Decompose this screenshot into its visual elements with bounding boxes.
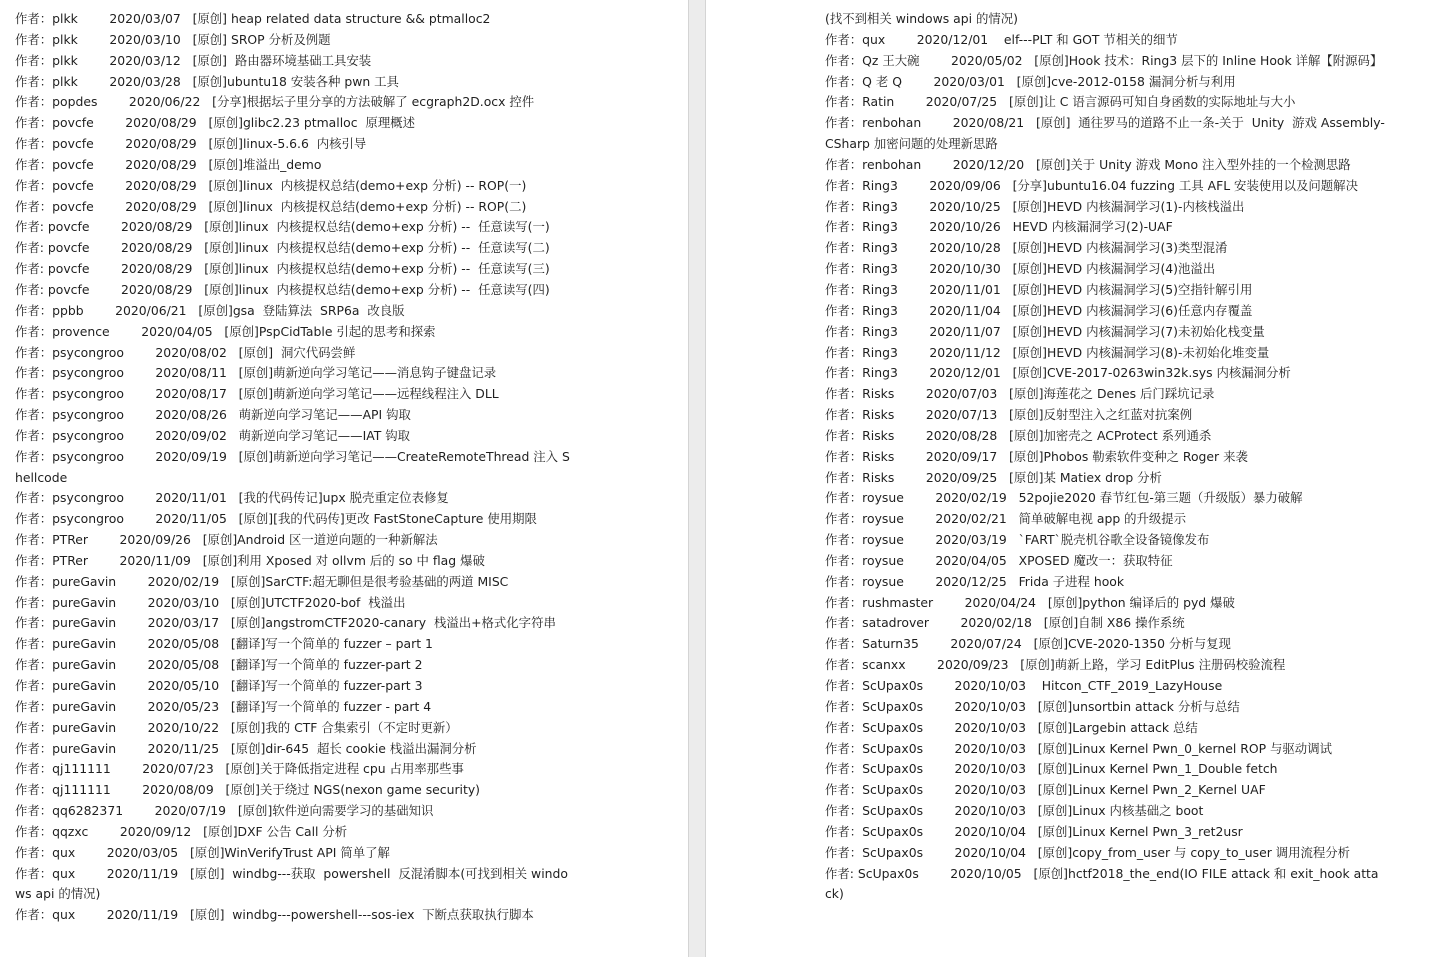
entry-text: 作者：pureGavin 2020/05/10 [翻译]写一个简单的 fuzzer-part 3 [15,678,423,693]
entry-text: 作者：roysue 2020/03/19 `FART`脱壳机谷歌全设备镜像发布 [825,532,1210,548]
list-item [825,676,1385,697]
entry-text: 作者：psycongroo 2020/11/01 [我的代码传记]upx 脱壳重定位表修复 [15,490,449,506]
entry-text: 作者：provence 2020/04/05 [原创]PspCidTable 引起的思考和探索 [15,323,436,339]
list-item [15,322,575,343]
list-item [15,92,575,113]
list-item [825,30,1385,51]
list-item [15,134,575,155]
entry-text: 作者：povcfe 2020/08/29 [原创]glibc2.23 ptmalloc 原理概述 [15,115,415,131]
list-item [825,655,1385,676]
entry-text: 作者：roysue 2020/12/25 Frida 子进程 hook [825,573,1125,589]
entry-text: 作者：plkk 2020/03/12 [原创] 路由器环境基础工具安装 [15,52,372,68]
entry-text: 作者：ScUpax0s 2020/10/03 [原创]Linux Kernel Pwn_1_Double fetch [825,761,1278,777]
entry-text: 作者：ScUpax0s 2020/10/03 Hitcon_CTF_2019_LazyHouse [825,678,1223,693]
list-item [825,697,1385,718]
entry-text: 作者：Ring3 2020/11/07 [原创]HEVD 内核漏洞学习(7)未初始化栈变量 [825,323,1265,339]
left-page [0,0,688,957]
list-item [15,426,575,447]
entry-text: 作者：roysue 2020/02/21 简单破解电视 app 的升级提示 [825,511,1187,527]
list-item [15,551,575,572]
entry-text: 作者：pureGavin 2020/03/17 [原创]angstromCTF2020-canary 栈溢出+格式化字符串 [15,615,556,631]
entry-text: 作者：Risks 2020/07/13 [原创]反射型注入之红蓝对抗案例 [825,407,1193,423]
right-entry-list [825,9,1385,905]
entry-text: 作者：Risks 2020/08/28 [原创]加密壳之 ACProtect 系列通杀 [825,427,1212,443]
entry-text: 作者：popdes 2020/06/22 [分享]根据坛子里分享的方法破解了 ecgraph2D.ocx 控件 [15,94,535,110]
list-item [15,801,575,822]
entry-text: 作者：psycongroo 2020/08/17 [原创]萌新逆向学习笔记——远程线程注入 DLL [15,386,499,402]
list-item [825,197,1385,218]
list-item [825,72,1385,93]
list-item [15,613,575,634]
list-item [15,9,575,30]
entry-text: 作者：psycongroo 2020/08/26 萌新逆向学习笔记——API 钩取 [15,407,411,423]
entry-text: 作者：Ring3 2020/10/28 [原创]HEVD 内核漏洞学习(3)类型混淆 [825,240,1228,256]
list-item [825,801,1385,822]
list-item [15,759,575,780]
list-item [825,384,1385,405]
entry-text: 作者：Ring3 2020/11/01 [原创]HEVD 内核漏洞学习(5)空指针解引用 [825,281,1253,297]
list-item [15,488,575,509]
list-item [825,759,1385,780]
entry-text: 作者：Ring3 2020/11/04 [原创]HEVD 内核漏洞学习(6)任意内存覆盖 [825,302,1253,318]
entry-text: 作者：ppbb 2020/06/21 [原创]gsa 登陆算法 SRP6a 改良版 [15,302,405,318]
list-item [825,593,1385,614]
list-item [825,426,1385,447]
entry-text: 作者：ScUpax0s 2020/10/03 [原创]unsortbin attack 分析与总结 [825,698,1240,714]
entry-text: 作者：psycongroo 2020/11/05 [原创][我的代码传]更改 FastStoneCapture 使用期限 [15,511,537,527]
list-item [825,509,1385,530]
list-item [15,343,575,364]
entry-text: 作者：PTRer 2020/09/26 [原创]Android 区一道逆向题的一种新解法 [15,532,438,548]
entry-text: 作者：ScUpax0s 2020/10/03 [原创]Linux Kernel Pwn_2_Kernel UAF [825,782,1266,798]
list-item [15,238,575,259]
entry-text: 作者：qux 2020/11/19 [原创] windbg---powershell---sos-iex 下断点获取执行脚本 [15,907,534,923]
list-item [15,905,575,926]
entry-text: 作者：Ring3 2020/12/01 [原创]CVE-2017-0263win32k.sys 内核漏洞分析 [825,365,1291,381]
entry-text: 作者：satadrover 2020/02/18 [原创]自制 X86 操作系统 [825,615,1185,631]
list-item [825,488,1385,509]
entry-text: 作者：psycongroo 2020/08/11 [原创]萌新逆向学习笔记——消息钩子键盘记录 [15,365,497,381]
list-item [15,155,575,176]
entry-text: 作者：pureGavin 2020/05/23 [翻译]写一个简单的 fuzzer - part 4 [15,698,432,714]
list-item [15,217,575,238]
entry-text: 作者：Risks 2020/09/17 [原创]Phobos 勒索软件变种之 Roger 来袭 [825,448,1248,464]
entry-text: 作者: ScUpax0s 2020/10/05 [原创]hctf2018_the_end(IO FILE attack 和 exit_hook attack) [825,865,1379,902]
list-item [825,238,1385,259]
list-item [825,363,1385,384]
entry-text: 作者：qux 2020/11/19 [原创] windbg---获取 powershell 反混淆脚本(可找到相关 windows api 的情况) [15,865,568,902]
entry-text: 作者：pureGavin 2020/03/10 [原创]UTCTF2020-bof 栈溢出 [15,594,406,610]
entry-text: 作者：ScUpax0s 2020/10/04 [原创]copy_from_user 与 copy_to_user 调用流程分析 [825,844,1351,860]
list-item [15,843,575,864]
entry-text: 作者：povcfe 2020/08/29 [原创]堆溢出_demo [15,156,322,172]
entry-text: 作者：qj111111 2020/07/23 [原创]关于降低指定进程 cpu 占用率那些事 [15,761,464,777]
list-item [825,530,1385,551]
list-item [825,301,1385,322]
list-item [15,30,575,51]
entry-text: 作者：psycongroo 2020/08/02 [原创] 洞穴代码尝鲜 [15,344,356,360]
entry-text: 作者：scanxx 2020/09/23 [原创]萌新上路，学习 EditPlus 注册码校验流程 [825,657,1286,673]
entry-text: 作者：ScUpax0s 2020/10/03 [原创]Linux Kernel Pwn_0_kernel ROP 与驱动调试 [825,740,1332,756]
entry-text: 作者：povcfe 2020/08/29 [原创]linux 内核提权总结(demo+exp 分析) -- ROP(二) [15,198,527,214]
entry-text: 作者：qux 2020/12/01 elf---PLT 和 GOT 节相关的细节 [825,31,1178,47]
list-item [825,613,1385,634]
entry-text: 作者: povcfe 2020/08/29 [原创]linux 内核提权总结(demo+exp 分析) -- 任意读写(二) [15,240,550,256]
entry-text: 作者：roysue 2020/04/05 XPOSED 魔改一：获取特征 [825,552,1173,568]
list-item [15,280,575,301]
entry-text: 作者：renbohan 2020/12/20 [原创]关于 Unity 游戏 Mono 注入型外挂的一个检测思路 [825,156,1351,172]
entry-text: 作者：psycongroo 2020/09/19 [原创]萌新逆向学习笔记——CreateRemoteThread 注入 Shellcode [15,448,570,485]
list-item [15,51,575,72]
entry-text: 作者: povcfe 2020/08/29 [原创]linux 内核提权总结(demo+exp 分析) -- 任意读写(三) [15,261,550,277]
entry-text: 作者：Ring3 2020/10/25 [原创]HEVD 内核漏洞学习(1)-内核栈溢出 [825,198,1245,214]
list-item [825,864,1385,906]
entry-text: 作者：Ring3 2020/10/30 [原创]HEVD 内核漏洞学习(4)池溢出 [825,261,1216,277]
list-item [825,51,1385,72]
list-item [15,572,575,593]
entry-text: 作者：Ring3 2020/11/12 [原创]HEVD 内核漏洞学习(8)-未初始化堆变量 [825,344,1270,360]
entry-text: 作者：Qz 王大碗 2020/05/02 [原创]Hook 技术：Ring3 层下的 Inline Hook 详解【附源码】 [825,52,1383,68]
entry-text: 作者：Q 老 Q 2020/03/01 [原创]cve-2012-0158 漏洞分析与利用 [825,73,1236,89]
entry-text: 作者：pureGavin 2020/10/22 [原创]我的 CTF 合集索引（不定时更新） [15,719,458,735]
list-item [825,822,1385,843]
list-item [825,718,1385,739]
page-gutter [688,0,706,957]
entry-text: 作者：Saturn35 2020/07/24 [原创]CVE-2020-1350 分析与复现 [825,636,1231,652]
entry-text: 作者：povcfe 2020/08/29 [原创]linux-5.6.6 内核引导 [15,136,367,152]
entry-text: 作者：Risks 2020/09/25 [原创]某 Matiex drop 分析 [825,469,1162,485]
list-item [825,92,1385,113]
entry-text: 作者：psycongroo 2020/09/02 萌新逆向学习笔记——IAT 钩取 [15,427,411,443]
entry-text: 作者：qqzxc 2020/09/12 [原创]DXF 公告 Call 分析 [15,823,348,839]
list-item [15,363,575,384]
entry-text: 作者：Ring3 2020/09/06 [分享]ubuntu16.04 fuzzing 工具 AFL 安装使用以及问题解决 [825,177,1358,193]
list-item [15,697,575,718]
entry-text: 作者：Risks 2020/07/03 [原创]海莲花之 Denes 后门踩坑记录 [825,386,1215,402]
entry-text: 作者: povcfe 2020/08/29 [原创]linux 内核提权总结(demo+exp 分析) -- 任意读写(四) [15,281,550,297]
entry-text: 作者：Ratin 2020/07/25 [原创]让 C 语言源码可知自身函数的实际地址与大小 [825,94,1296,110]
entry-text: 作者：rushmaster 2020/04/24 [原创]python 编译后的 pyd 爆破 [825,594,1235,610]
list-item [15,176,575,197]
entry-text: 作者：ScUpax0s 2020/10/03 [原创]Linux 内核基础之 boot [825,803,1204,819]
entry-text: (找不到相关 windows api 的情况) [825,11,1018,26]
entry-text: 作者：plkk 2020/03/10 [原创] SROP 分析及例题 [15,31,331,47]
list-item [15,259,575,280]
list-item [15,384,575,405]
list-item [825,280,1385,301]
list-item [15,780,575,801]
entry-text: 作者：pureGavin 2020/02/19 [原创]SarCTF:超无聊但是很考验基础的两道 MISC [15,573,509,589]
entry-text: 作者：ScUpax0s 2020/10/03 [原创]Largebin attack 总结 [825,719,1198,735]
list-item [825,447,1385,468]
list-item [15,676,575,697]
list-item [15,509,575,530]
entry-text: 作者：qux 2020/03/05 [原创]WinVerifyTrust API 简单了解 [15,844,390,860]
entry-text: 作者：povcfe 2020/08/29 [原创]linux 内核提权总结(demo+exp 分析) -- ROP(一) [15,177,527,193]
list-item [15,301,575,322]
list-item [825,155,1385,176]
list-item [15,634,575,655]
entry-text: 作者：plkk 2020/03/07 [原创] heap related data structure && ptmalloc2 [15,11,491,26]
list-item [825,739,1385,760]
list-item [15,447,575,489]
list-item [825,468,1385,489]
list-item [825,113,1385,155]
entry-text: 作者：plkk 2020/03/28 [原创]ubuntu18 安装各种 pwn 工具 [15,73,399,89]
entry-text: 作者：pureGavin 2020/11/25 [原创]dir-645 超长 cookie 栈溢出漏洞分析 [15,740,477,756]
list-item [825,634,1385,655]
entry-text: 作者：Ring3 2020/10/26 HEVD 内核漏洞学习(2)-UAF [825,219,1173,235]
entry-text: 作者：ScUpax0s 2020/10/04 [原创]Linux Kernel Pwn_3_ret2usr [825,823,1243,839]
list-item [15,593,575,614]
entry-text: 作者：roysue 2020/02/19 52pojie2020 春节红包-第三题（升级版）暴力破解 [825,490,1303,506]
list-item [825,405,1385,426]
entry-text: 作者：pureGavin 2020/05/08 [翻译]写一个简单的 fuzzer – part 1 [15,636,433,652]
list-item [15,72,575,93]
entry-text: 作者：PTRer 2020/11/09 [原创]利用 Xposed 对 ollvm 后的 so 中 flag 爆破 [15,552,485,568]
entry-text: 作者：qq6282371 2020/07/19 [原创]软件逆向需要学习的基础知识 [15,803,434,819]
entry-text: 作者：pureGavin 2020/05/08 [翻译]写一个简单的 fuzzer-part 2 [15,657,423,673]
list-item [825,843,1385,864]
list-item [15,718,575,739]
right-page [706,0,1432,957]
list-item [15,197,575,218]
entry-text: 作者：renbohan 2020/08/21 [原创] 通往罗马的道路不止一条-关于 Unity 游戏 Assembly-CSharp 加密问题的处理新思路 [825,115,1385,152]
list-item [15,113,575,134]
list-item [15,655,575,676]
list-item [825,780,1385,801]
list-item [825,9,1385,30]
list-item [825,343,1385,364]
list-item [825,259,1385,280]
list-item [15,405,575,426]
list-item [15,822,575,843]
entry-text: 作者: povcfe 2020/08/29 [原创]linux 内核提权总结(demo+exp 分析) -- 任意读写(一) [15,219,550,235]
list-item [825,551,1385,572]
list-item [825,572,1385,593]
left-entry-list [15,9,575,926]
list-item [825,217,1385,238]
list-item [825,176,1385,197]
list-item [15,864,575,906]
list-item [825,322,1385,343]
list-item [15,530,575,551]
list-item [15,739,575,760]
entry-text: 作者：qj111111 2020/08/09 [原创]关于绕过 NGS(nexon game security) [15,782,481,798]
